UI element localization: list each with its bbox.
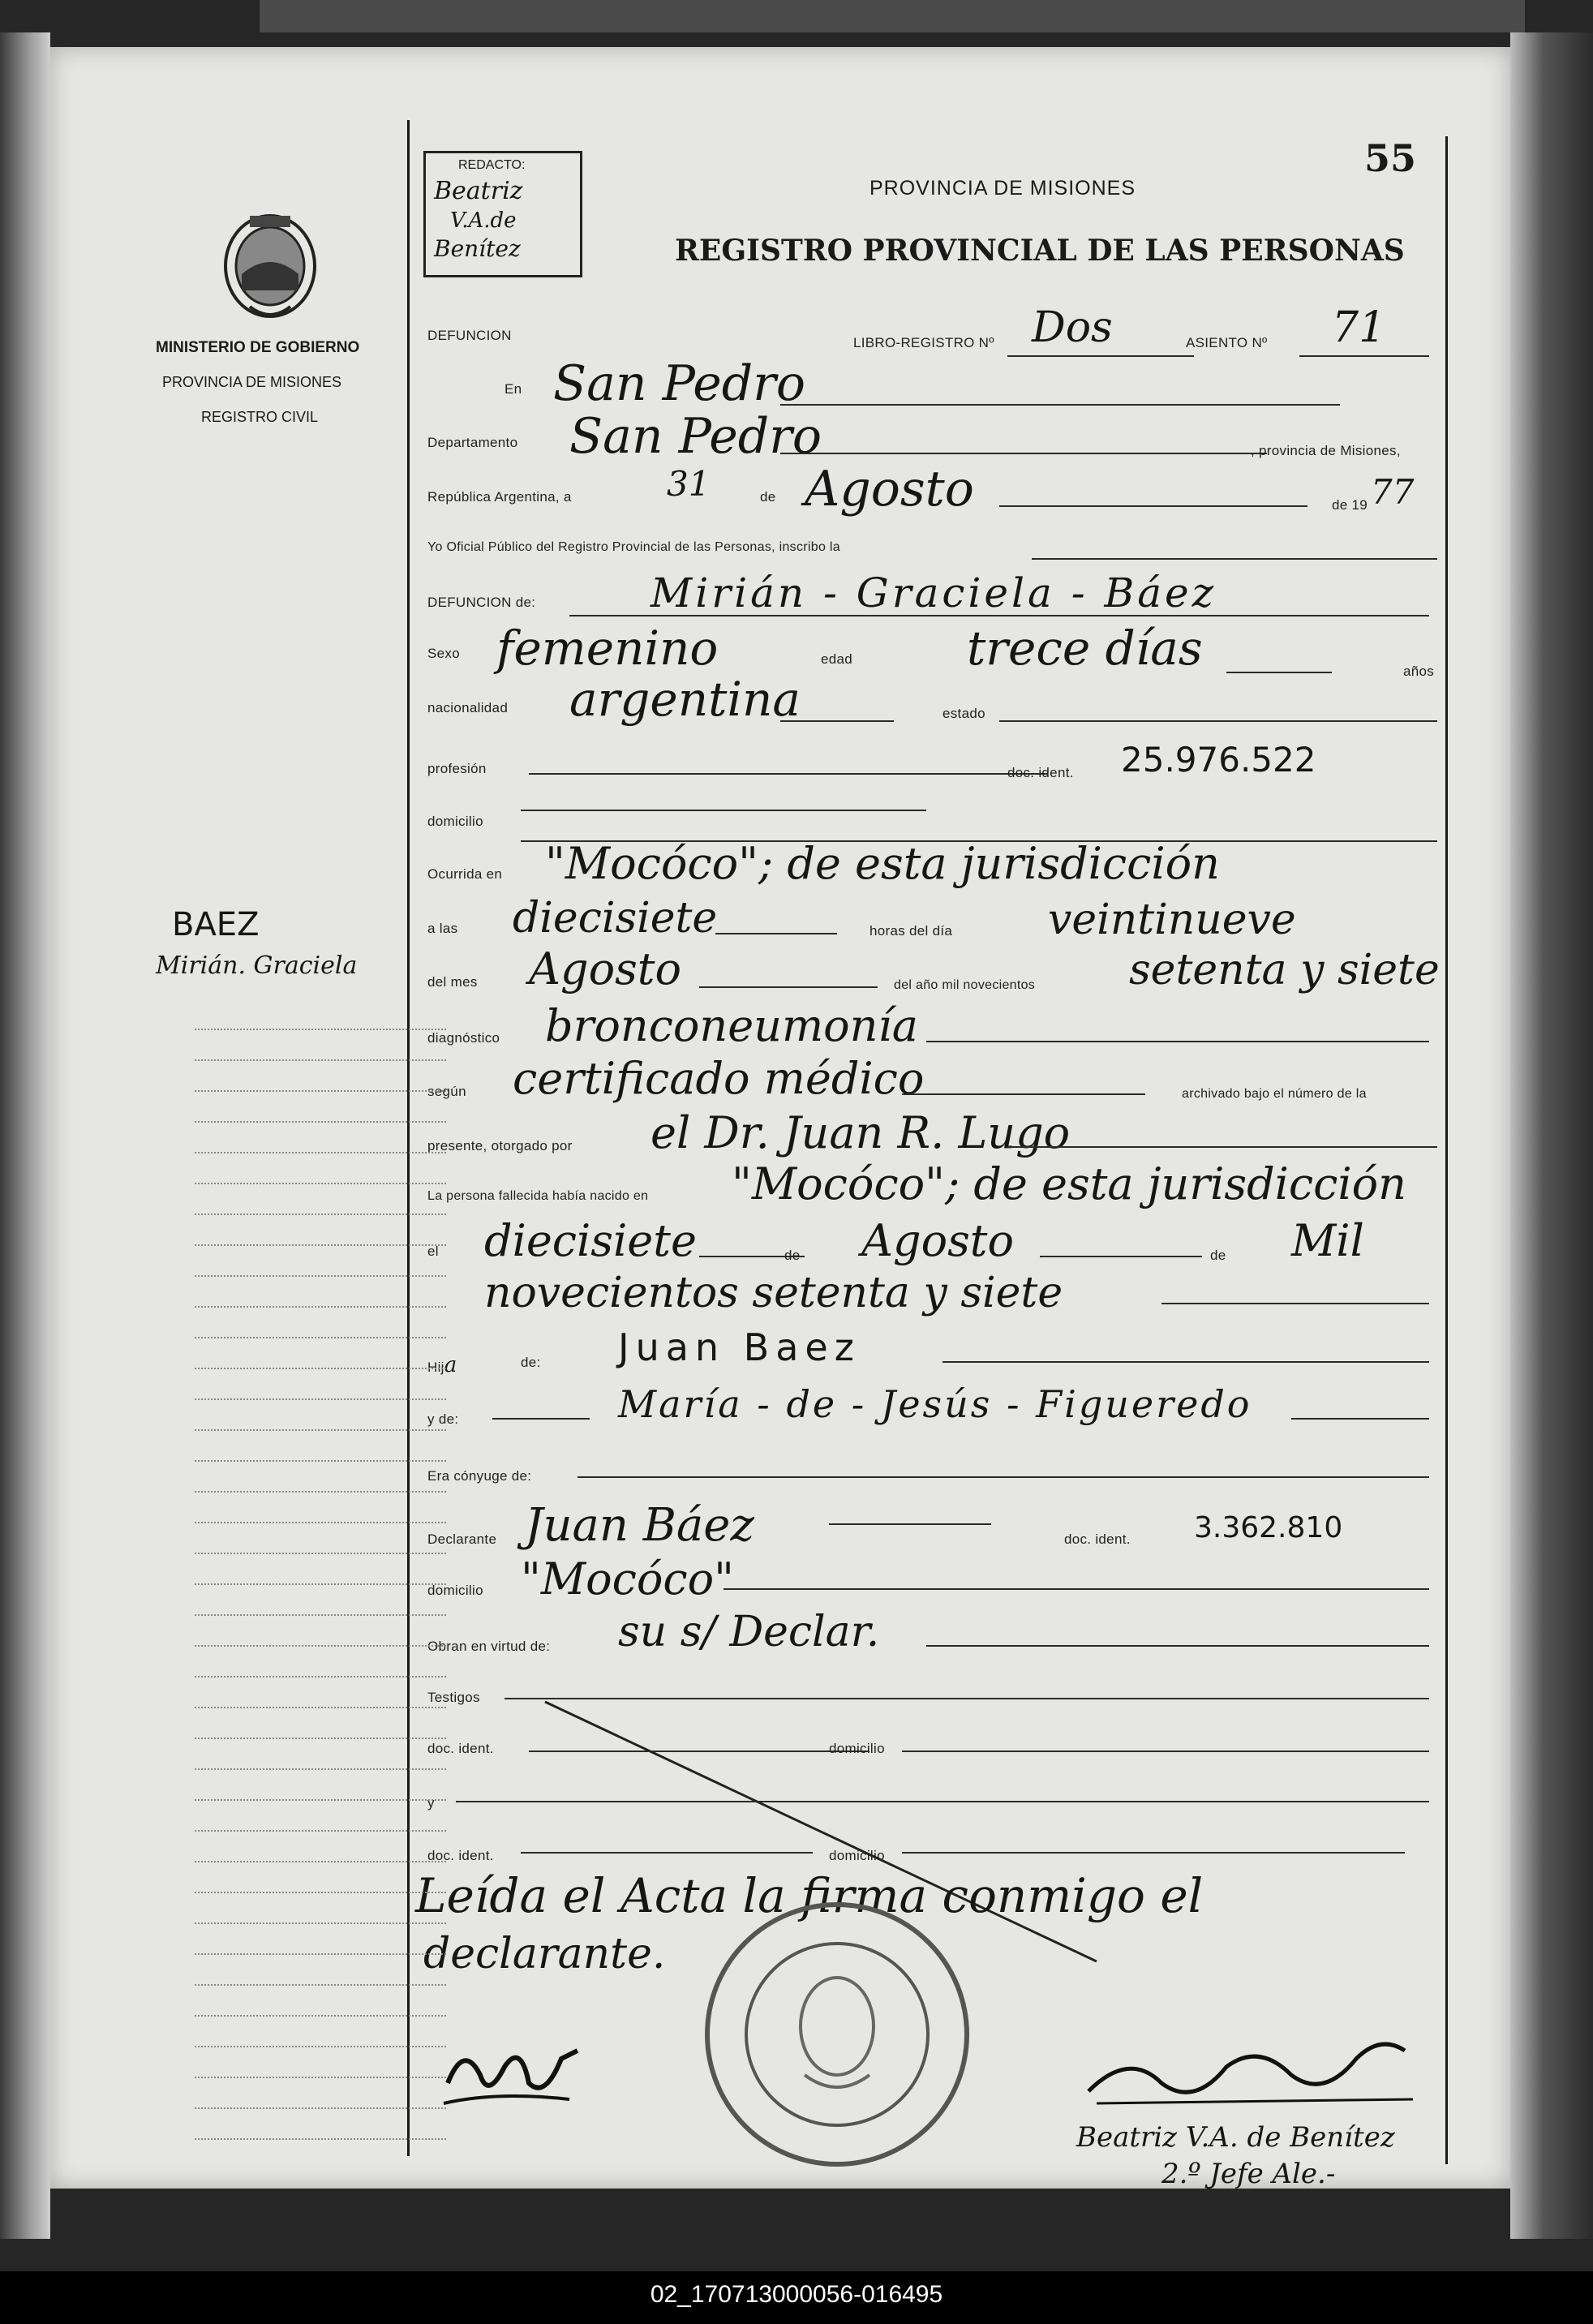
signatory-name: Beatriz V.A. de Benítez <box>1076 2121 1395 2154</box>
margin-dotted-line <box>195 1398 446 1400</box>
month-value: Agosto <box>805 461 974 518</box>
closing-line-2: declarante. <box>423 1930 666 1978</box>
obran-label: Obran en virtud de: <box>427 1639 551 1654</box>
year-line <box>1161 1303 1429 1304</box>
margin-dotted-line <box>195 1429 446 1431</box>
margin-dotted-line <box>195 2077 446 2078</box>
signatory-title: 2.º Jefe Ale.- <box>1161 2158 1336 2190</box>
margin-dotted-line <box>195 1059 446 1061</box>
hija-de-label: de: <box>521 1355 541 1370</box>
hija-label-text: Hij <box>427 1360 444 1375</box>
segun-value: certificado médico <box>513 1053 925 1104</box>
a-las-line <box>715 933 837 934</box>
margin-dotted-line <box>195 1121 446 1123</box>
testigo2-doc-line <box>521 1852 813 1854</box>
margin-dotted-line <box>195 1645 446 1647</box>
asiento-label: ASIENTO Nº <box>1186 335 1268 350</box>
margin-dotted-line <box>195 1244 446 1246</box>
document-page <box>50 47 1510 2189</box>
asiento-value: 71 <box>1332 303 1386 352</box>
margin-dotted-line <box>195 1892 446 1893</box>
sexo-value: femenino <box>496 621 719 676</box>
margin-dotted-line <box>195 1768 446 1770</box>
declarante-dom-line <box>724 1588 1429 1590</box>
defuncion-de-line <box>569 615 1429 616</box>
margin-dotted-line <box>195 1553 446 1554</box>
edad-line <box>1226 672 1332 673</box>
horas-label: horas del día <box>869 923 953 939</box>
margin-dotted-line <box>195 2107 446 2109</box>
madre-line-left <box>492 1418 590 1420</box>
margin-dotted-line <box>195 2015 446 2017</box>
obran-value: su s/ Declar. <box>618 1608 880 1656</box>
margin-dotted-line <box>195 1830 446 1832</box>
book-top-edge <box>260 0 1525 32</box>
del-ano-label: del año mil novecientos <box>894 978 1036 992</box>
margin-dotted-line <box>195 1275 446 1277</box>
anos-label: años <box>1403 664 1435 679</box>
declarant-signature <box>432 2026 594 2116</box>
redacto-title: REDACTO: <box>458 158 526 172</box>
hija-label <box>427 1355 457 1376</box>
segun-line <box>902 1093 1145 1095</box>
margin-dotted-line <box>195 1491 446 1493</box>
year-line-value: novecientos setenta y siete <box>484 1269 1063 1317</box>
page-number: 55 <box>1364 136 1417 180</box>
y-line <box>456 1801 1429 1802</box>
doc-ident-label: doc. ident. <box>1007 765 1074 780</box>
margin-dotted-line <box>195 1614 446 1616</box>
domicilio-line-1 <box>521 810 926 811</box>
horas-value: veintinueve <box>1048 896 1296 944</box>
margin-dotted-line <box>195 1522 446 1523</box>
segun-label: según <box>427 1084 466 1099</box>
declarante-line <box>829 1523 991 1525</box>
margin-dotted-line <box>195 1337 446 1338</box>
presente-value: el Dr. Juan R. Lugo <box>651 1107 1071 1158</box>
margin-dotted-line <box>195 1368 446 1369</box>
defuncion-label: DEFUNCION <box>427 328 512 343</box>
margin-dotted-line <box>195 1707 446 1708</box>
testigo2-dom-label: domicilio <box>829 1848 885 1863</box>
redacto-line-3: Benítez <box>434 235 521 262</box>
testigo-dom-line <box>902 1751 1429 1752</box>
departamento-line <box>780 453 1267 454</box>
estado-label: estado <box>942 706 985 721</box>
diagnostico-label: diagnóstico <box>427 1030 500 1046</box>
edad-value: trece días <box>967 621 1203 676</box>
declarante-doc-value: 3.362.810 <box>1194 1511 1343 1544</box>
del-mes-value: Agosto <box>529 943 681 994</box>
oficial-line <box>1032 558 1437 560</box>
profesion-label: profesión <box>427 761 487 776</box>
oficial-text: Yo Oficial Público del Registro Provincial de las Personas, inscribo la <box>427 540 840 554</box>
defuncion-de-value: Mirián - Graciela - Báez <box>651 569 1217 616</box>
republica-label: República Argentina, a <box>427 489 572 505</box>
obran-line <box>926 1645 1429 1647</box>
margin-dotted-line <box>195 1152 446 1153</box>
de-label-2: de <box>784 1248 801 1263</box>
domicilio-label: domicilio <box>427 814 483 829</box>
a-las-label: a las <box>427 921 458 936</box>
left-province-label: PROVINCIA DE MISIONES <box>162 374 342 390</box>
coat-of-arms-emblem <box>217 201 323 323</box>
margin-note-surname: BAEZ <box>172 906 260 943</box>
el-value: diecisiete <box>484 1215 697 1266</box>
de-label-3: de <box>1210 1248 1226 1263</box>
margin-dotted-line <box>195 1090 446 1092</box>
hija-suffix: a <box>444 1353 457 1377</box>
provincia-suffix: , provincia de Misiones, <box>1251 443 1401 458</box>
margin-dotted-line <box>195 1676 446 1677</box>
ocurrida-label: Ocurrida en <box>427 866 503 882</box>
edad-label: edad <box>821 651 853 667</box>
departamento-label: Departamento <box>427 435 518 450</box>
margin-dotted-line <box>195 1029 446 1030</box>
testigos-label: Testigos <box>427 1690 480 1705</box>
closing-line-1: Leída el Acta la firma conmigo el <box>415 1868 1204 1923</box>
nacido-value: "Mocóco"; de esta jurisdicción <box>732 1158 1406 1209</box>
margin-dotted-line <box>195 1861 446 1862</box>
libro-line <box>1007 355 1194 357</box>
day-value: 31 <box>667 464 711 504</box>
margin-dotted-line <box>195 2046 446 2047</box>
redacto-line-1: Beatriz <box>434 177 523 205</box>
margin-dotted-line <box>195 1799 446 1801</box>
presente-line <box>1007 1146 1437 1148</box>
defuncion-de-label: DEFUNCION de: <box>427 595 536 610</box>
nacionalidad-label: nacionalidad <box>427 700 509 715</box>
margin-dotted-line <box>195 1922 446 1924</box>
doc-ident-value: 25.976.522 <box>1121 740 1316 780</box>
margin-dotted-line <box>195 1583 446 1585</box>
en-label: En <box>505 381 522 397</box>
padre-value: Juan Baez <box>618 1325 861 1369</box>
archivado-label: archivado bajo el número de la <box>1182 1087 1367 1101</box>
asiento-line <box>1299 355 1429 357</box>
margin-dotted-line <box>195 1738 446 1739</box>
a-las-value: diecisiete <box>513 894 718 943</box>
margin-dotted-line <box>195 1183 446 1184</box>
declarante-dom-value: "Mocóco" <box>521 1553 734 1604</box>
margin-dotted-line <box>195 1306 446 1308</box>
margin-dotted-line <box>195 2138 446 2140</box>
profesion-line <box>529 773 1048 775</box>
diagnostico-value: bronconeumonía <box>545 1000 918 1051</box>
diagnostico-line <box>926 1041 1429 1042</box>
declarante-dom-label: domicilio <box>427 1583 483 1598</box>
en-value: San Pedro <box>553 355 805 412</box>
testigo-dom-label: domicilio <box>829 1741 885 1756</box>
redacto-box <box>423 151 582 277</box>
el-month-value: Agosto <box>861 1215 1014 1266</box>
year-value: 77 <box>1371 472 1415 512</box>
nacionalidad-value: argentina <box>569 672 801 727</box>
testigo-doc-label: doc. ident. <box>427 1741 494 1756</box>
de-label: de <box>760 489 776 505</box>
image-id-label: 02_170713000056-016495 <box>650 2281 943 2308</box>
nacido-label: La persona fallecida había nacido en <box>427 1189 649 1203</box>
conyuge-line <box>578 1476 1429 1478</box>
padre-line <box>942 1361 1429 1363</box>
del-mes-line <box>699 986 878 988</box>
margin-dotted-line <box>195 1953 446 1955</box>
header-province: PROVINCIA DE MISIONES <box>869 177 1136 200</box>
margin-dotted-line <box>195 1984 446 1986</box>
ministry-label: MINISTERIO DE GOBIERNO <box>156 339 360 356</box>
en-line <box>780 404 1340 406</box>
mil-value: Mil <box>1291 1215 1364 1266</box>
right-margin-rule <box>1445 136 1448 2164</box>
y-label: y <box>427 1795 435 1811</box>
el-label: el <box>427 1244 439 1259</box>
header-registry: REGISTRO PROVINCIAL DE LAS PERSONAS <box>675 234 1405 268</box>
del-ano-value: setenta y siete <box>1129 946 1440 994</box>
year-prefix: de 19 <box>1332 497 1368 513</box>
declarante-label: Declarante <box>427 1531 497 1547</box>
margin-dotted-line <box>195 1214 446 1215</box>
libro-value: Dos <box>1032 303 1113 352</box>
official-signature <box>1080 2018 1421 2116</box>
book-left-edge <box>0 32 50 2239</box>
left-margin-rule <box>407 120 410 2156</box>
month-line <box>999 505 1307 507</box>
departamento-value: San Pedro <box>569 408 822 465</box>
declarante-value: Juan Báez <box>525 1499 754 1552</box>
ocurrida-value: "Mocóco"; de esta jurisdicción <box>545 838 1220 889</box>
testigo2-dom-line <box>902 1852 1405 1854</box>
presente-label: presente, otorgado por <box>427 1138 573 1153</box>
y-de-label: y de: <box>427 1411 459 1427</box>
estado-line <box>999 720 1437 722</box>
declarante-doc-label: doc. ident. <box>1064 1531 1131 1547</box>
libro-label: LIBRO-REGISTRO Nº <box>853 335 994 350</box>
nacionalidad-line <box>780 720 894 722</box>
sexo-label: Sexo <box>427 646 460 661</box>
madre-line-right <box>1291 1418 1429 1420</box>
margin-note-given: Mirián. Graciela <box>156 952 358 980</box>
margin-dotted-line <box>195 1460 446 1462</box>
redacto-line-2: V.A.de <box>450 208 517 233</box>
el-month-line <box>1040 1256 1202 1257</box>
registry-round-stamp <box>699 1897 975 2172</box>
book-right-edge <box>1510 32 1593 2239</box>
registro-civil-label: REGISTRO CIVIL <box>201 409 319 425</box>
testigo-doc-line <box>529 1751 869 1752</box>
testigo2-doc-label: doc. ident. <box>427 1848 494 1863</box>
conyuge-label: Era cónyuge de: <box>427 1468 532 1484</box>
madre-value: María - de - Jesús - Figueredo <box>618 1382 1252 1426</box>
del-mes-label: del mes <box>427 974 478 990</box>
